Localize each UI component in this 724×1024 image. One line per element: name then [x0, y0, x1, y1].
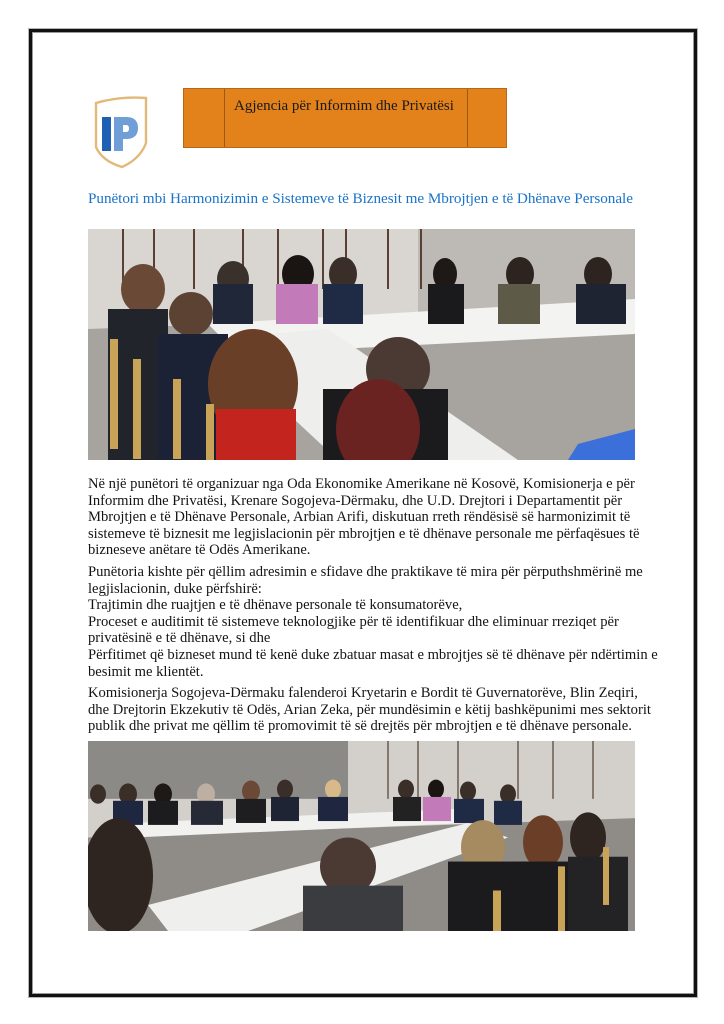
list-item: Trajtimin dhe ruajtjen e të dhënave personale të konsumatorëve, — [88, 597, 463, 614]
list-item: Përfitimet që bizneset mund të kenë duke zbatuar masat e mbrojtjes së të dhënave për ndërtimin e — [88, 646, 658, 663]
article-paragraph-2 — [88, 563, 658, 680]
workshop-photo-2 — [88, 741, 635, 931]
list-item: Proceset e auditimit të sistemeve teknologjike për të identifikuar dhe eliminuar rreziqet për — [88, 613, 619, 630]
workshop-photo-1 — [88, 229, 635, 460]
agency-name: Agjencia për Informim dhe Privatësi — [234, 98, 454, 114]
ip-logo — [92, 95, 150, 169]
text-line: legjislacionin, duke përfshirë: — [88, 580, 262, 597]
list-item: privatësinë e të dhënave, si dhe — [88, 630, 271, 647]
text-line: Punëtoria kishte për qëllim adresimin e sfidave dhe praktikave të mira për përputhshmërinë me — [88, 563, 643, 580]
header-divider-right — [467, 89, 468, 147]
text-line: Informim dhe Privatësi, Krenare Sogojeva-Dërmaku, dhe U.D. Drejtori i Departamentit për — [88, 492, 623, 509]
text-line: publik dhe privat me qëllim të promovimit të së drejtës për mbrojtjen e të dhënave personale. — [88, 718, 632, 735]
header-divider-left — [224, 89, 225, 147]
text-line: sistemeve të biznesit me legjislacionin për mbrojtjen e të dhënave personale me përfaqësues të — [88, 525, 640, 542]
list-item: besimit me klientët. — [88, 663, 204, 680]
text-line: dhe Drejtorin Ekzekutiv të Odës, Arian Zeka, për mundësimin e këtij bashkëpunimi mes sektorit — [88, 701, 651, 718]
text-line: bizneseve anëtare të Odës Amerikane. — [88, 542, 311, 559]
agency-header-box — [183, 88, 507, 148]
text-line: Komisionerja Sogojeva-Dërmaku falenderoi Kryetarin e Bordit të Guvernatorëve, Blin Zeqiri, — [88, 685, 638, 702]
article-paragraph-1 — [88, 476, 648, 559]
article-paragraph-3 — [88, 685, 651, 735]
text-line: Në një punëtori të organizuar nga Oda Ekonomike Amerikane në Kosovë, Komisionerja e për — [88, 476, 635, 492]
article-body — [88, 476, 658, 735]
article-title: Punëtori mbi Harmonizimin e Sistemeve të Biznesit me Mbrojtjen e të Dhënave Personale — [88, 190, 633, 207]
text-line: Mbrojtjen e të Dhënave Personale, Arbian Arifi, diskutuan rreth rëndësisë së harmonizimit të — [88, 509, 631, 526]
